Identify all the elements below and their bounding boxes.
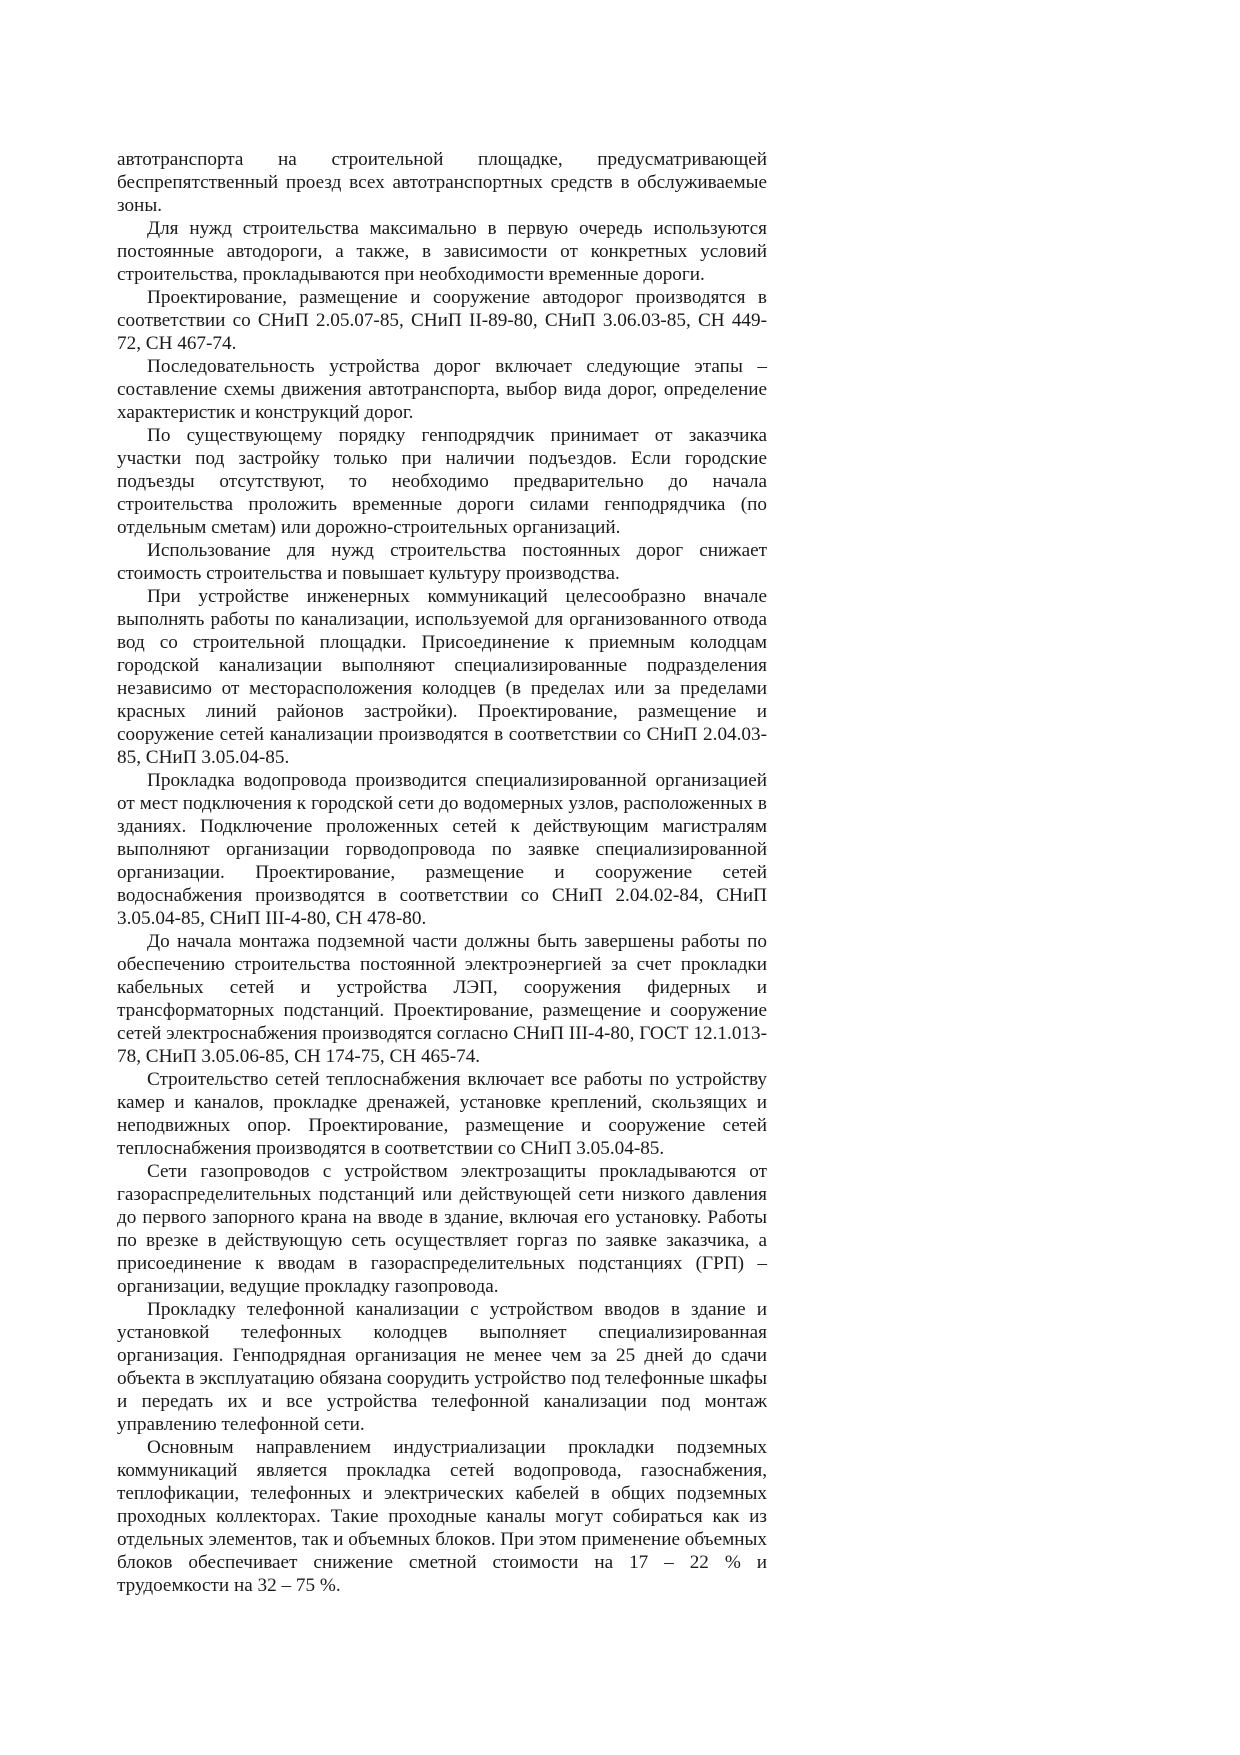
paragraph: Прокладка водопровода производится специализированной организацией от мест подключения к городской сети до водомерных узлов, расположенных в зданиях. Подключение проложенных сетей к действующим магистралям выполняют организации горводопровода по заявке специализированной организации. Проектирование, размещение и сооружение сетей водоснабжения производятся в соответствии со СНиП 2.04.02-84, СНиП 3.05.04-85, СНиП III-4-80, СН 478-80. — [117, 770, 767, 929]
paragraph: Сети газопроводов с устройством электрозащиты прокладываются от газораспределительных подстанций или действующей сети низкого давления до первого запорного крана на вводе в здание, включая его установку. Работы по врезке в действующую сеть осуществляет горгаз по заявке заказчика, а присоединение к вводам в газораспределительных подстанциях (ГРП) – организации, ведущие прокладку газопровода. — [117, 1161, 767, 1297]
paragraph: Для нужд строительства максимально в первую очередь используются постоянные автодороги, а также, в зависимости от конкретных условий строительства, прокладываются при необходимости временные дороги. — [117, 218, 767, 285]
paragraph-continuation: автотранспорта на строительной площадке, предусматривающей беспрепятственный проезд всех автотранспортных средств в обслуживаемые зоны. — [117, 149, 767, 216]
paragraph: Строительство сетей теплоснабжения включает все работы по устройству камер и каналов, прокладке дренажей, установке креплений, скользящих и неподвижных опор. Проектирование, размещение и сооружение сетей теплоснабжения производятся в соответствии со СНиП 3.05.04-85. — [117, 1069, 767, 1159]
paragraph: Основным направлением индустриализации прокладки подземных коммуникаций является прокладка сетей водопровода, газоснабжения, теплофикации, телефонных и электрических кабелей в общих подземных проходных коллекторах. Такие проходные каналы могут собираться как из отдельных элементов, так и объемных блоков. При этом применение объемных блоков обеспечивает снижение сметной стоимости на 17 – 22 % и трудоемкости на 32 – 75 %. — [117, 1437, 767, 1596]
document-page — [117, 148, 767, 1597]
paragraph: При устройстве инженерных коммуникаций целесообразно вначале выполнять работы по канализации, используемой для организованного отвода вод со строительной площадки. Присоединение к приемным колодцам городской канализации выполняют специализированные подразделения независимо от месторасположения колодцев (в пределах или за пределами красных линий районов застройки). Проектирование, размещение и сооружение сетей канализации производятся в соответствии со СНиП 2.04.03-85, СНиП 3.05.04-85. — [117, 586, 767, 768]
paragraph: Использование для нужд строительства постоянных дорог снижает стоимость строительства и повышает культуру производства. — [117, 540, 767, 584]
paragraph: Проектирование, размещение и сооружение автодорог производятся в соответствии со СНиП 2.05.07-85, СНиП II-89-80, СНиП 3.06.03-85, СН 449-72, СН 467-74. — [117, 287, 767, 354]
paragraph: Последовательность устройства дорог включает следующие этапы – составление схемы движения автотранспорта, выбор вида дорог, определение характеристик и конструкций дорог. — [117, 356, 767, 423]
paragraph: До начала монтажа подземной части должны быть завершены работы по обеспечению строительства постоянной электроэнергией за счет прокладки кабельных сетей и устройства ЛЭП, сооружения фидерных и трансформаторных подстанций. Проектирование, размещение и сооружение сетей электроснабжения производятся согласно СНиП III-4-80, ГОСТ 12.1.013-78, СНиП 3.05.06-85, СН 174-75, СН 465-74. — [117, 931, 767, 1067]
paragraph: По существующему порядку генподрядчик принимает от заказчика участки под застройку только при наличии подъездов. Если городские подъезды отсутствуют, то необходимо предварительно до начала строительства проложить временные дороги силами генподрядчика (по отдельным сметам) или дорожно-строительных организаций. — [117, 425, 767, 538]
paragraph: Прокладку телефонной канализации с устройством вводов в здание и установкой телефонных колодцев выполняет специализированная организация. Генподрядная организация не менее чем за 25 дней до сдачи объекта в эксплуатацию обязана соорудить устройство под телефонные шкафы и передать их и все устройства телефонной канализации под монтаж управлению телефонной сети. — [117, 1299, 767, 1435]
